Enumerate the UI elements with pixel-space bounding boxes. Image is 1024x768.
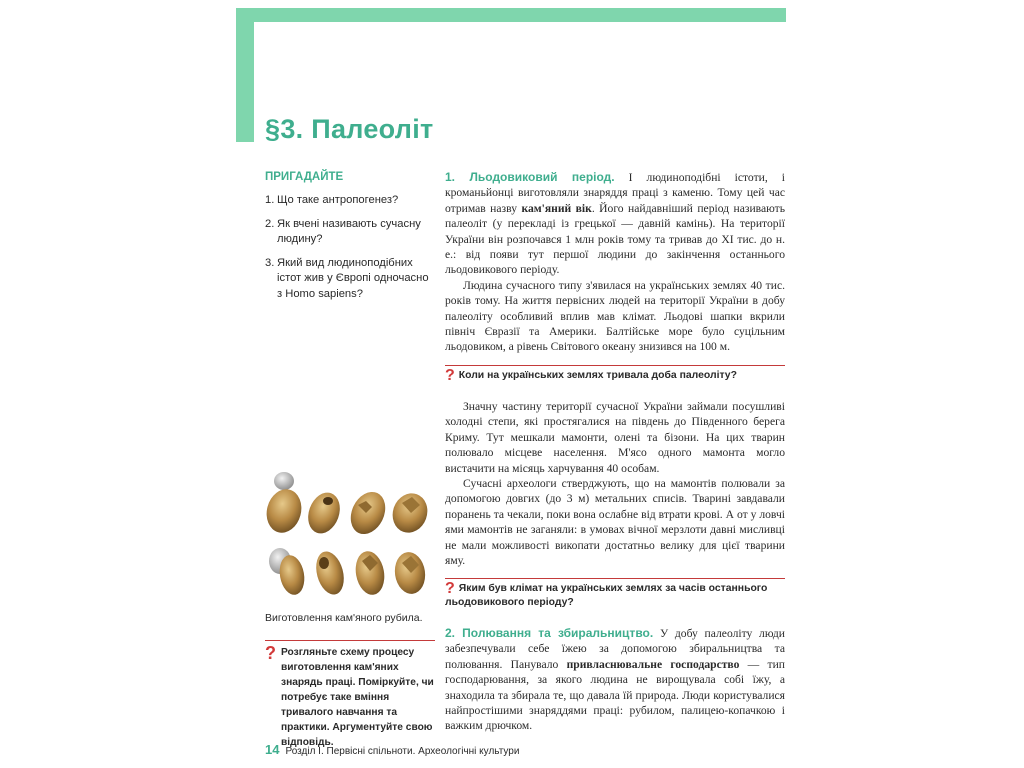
term-appropriating-economy: привласнювальне господарство <box>566 657 740 671</box>
middle-text <box>445 399 785 568</box>
page-number: 14 <box>265 742 280 757</box>
middle-paragraph-2: Сучасні археологи стверджують, що на мамонтів полювали за допомогою довгих (до 3 м) метальних списів. Тварині завдавали поранень та чекали, поки вона ослабне від втрати крові. А от у ловчі ями мамонтів не заганяли: в умовах вічної мерзлоти давні мисливці не мали можливості викопати достатньо велику для цієї тварини яму. <box>445 477 785 568</box>
stone-step-5 <box>269 548 307 597</box>
recall-question: 2. Як вчені називають сучасну людину? <box>265 217 421 245</box>
divider <box>445 578 785 579</box>
question-mark-icon: ? <box>265 643 276 663</box>
recall-question-list <box>265 193 433 310</box>
question-mark-icon: ? <box>445 580 455 597</box>
term-stone-age: кам'яний вік <box>521 201 592 215</box>
divider <box>265 640 435 641</box>
stone-tool-illustration <box>262 465 432 605</box>
section-2-paragraph: 2. Полювання та збиральництво. У добу палеоліту люди забезпечували себе їжею за допомогою збиральництва та полювання. Панувало привласнювальне господарство — тип господарювання, за якого людина не вирощувала собі їжу, а знаходила та збирала те, що давала їй природа. Люди користувалися найпростішими знаряддями праці: рубилом, палицею-копачкою і важким дрючком. <box>445 626 785 733</box>
figure-caption: Виготовлення кам'яного рубила. <box>265 612 423 624</box>
question-box-2: ? Яким був клімат на українських землях за часів останнього льодовикового періоду? <box>445 578 785 610</box>
section-1 <box>445 170 785 355</box>
section-1-heading: 1. Льодовиковий період. <box>445 170 615 184</box>
section-2 <box>445 626 785 734</box>
stone-step-1 <box>262 472 306 537</box>
middle-paragraph-1: Значну частину території сучасної України займали посушливі холодні степи, які простягалися на південь до Південного берега Криму. Тут мешкали мамонти, олені та бізони. На цих тварин полювало місцеве населення. М'ясо одного мамонта могло вистачити на місяць харчування 40 особам. <box>445 400 785 475</box>
task-text: Розгляньте схему процесу виготовлення кам'яних знарядь праці. Поміркуйте, чи потребує таке вміння тривалого навчання та практики. Аргументуйте свою відповідь. <box>281 647 434 748</box>
stone-step-8 <box>392 550 428 596</box>
stone-step-2 <box>303 488 346 538</box>
recall-question: 3. Який вид людиноподібних істот жив у Європі одночасно з Homo sapiens? <box>265 256 429 300</box>
green-header-band <box>236 8 786 22</box>
green-side-band <box>236 8 254 142</box>
stone-step-3 <box>344 486 392 539</box>
page-title: §3. Палеоліт <box>265 114 434 144</box>
stone-step-4 <box>387 488 432 537</box>
divider <box>445 365 785 366</box>
stone-step-7 <box>352 549 387 597</box>
task-box <box>265 640 435 750</box>
page-footer <box>265 742 519 757</box>
section-2-heading: 2. Полювання та збиральництво. <box>445 626 654 640</box>
stone-step-6 <box>312 548 349 597</box>
recall-question: 1. Що таке антропогенез? <box>265 194 399 206</box>
section-1-paragraph-1: 1. Льодовиковий період. І людиноподібні істоти, і кроманьйонці виготовляли знаряддя праці з каменю. Тому цей час отримав назву кам'яний вік. Його найдавніший період називають палеоліт (у перекладі із грецької — давній камінь). На території України він розпочався 1 млн років тому та тривав до XI тис. до н. е.: від появи тут першої людини до закінчення останнього льодовикового періоду. <box>445 170 785 277</box>
question-box-1: ? Коли на українських землях тривала доба палеоліту? <box>445 365 785 383</box>
footer-text: Розділ І. Первісні спільноти. Археологічні культури <box>285 746 520 757</box>
section-1-paragraph-2: Людина сучасного типу з'явилася на українських землях 40 тис. років тому. На життя первісних людей на території України в добу палеоліту особливий вплив мав клімат. Льодові шапки вкрили північ Євразії та Америки. Балтійське море було суцільним льодовиком, а рівень Світового океану знизився на 100 м. <box>445 278 785 354</box>
question-mark-icon: ? <box>445 367 455 384</box>
recall-heading: ПРИГАДАЙТЕ <box>265 171 344 183</box>
